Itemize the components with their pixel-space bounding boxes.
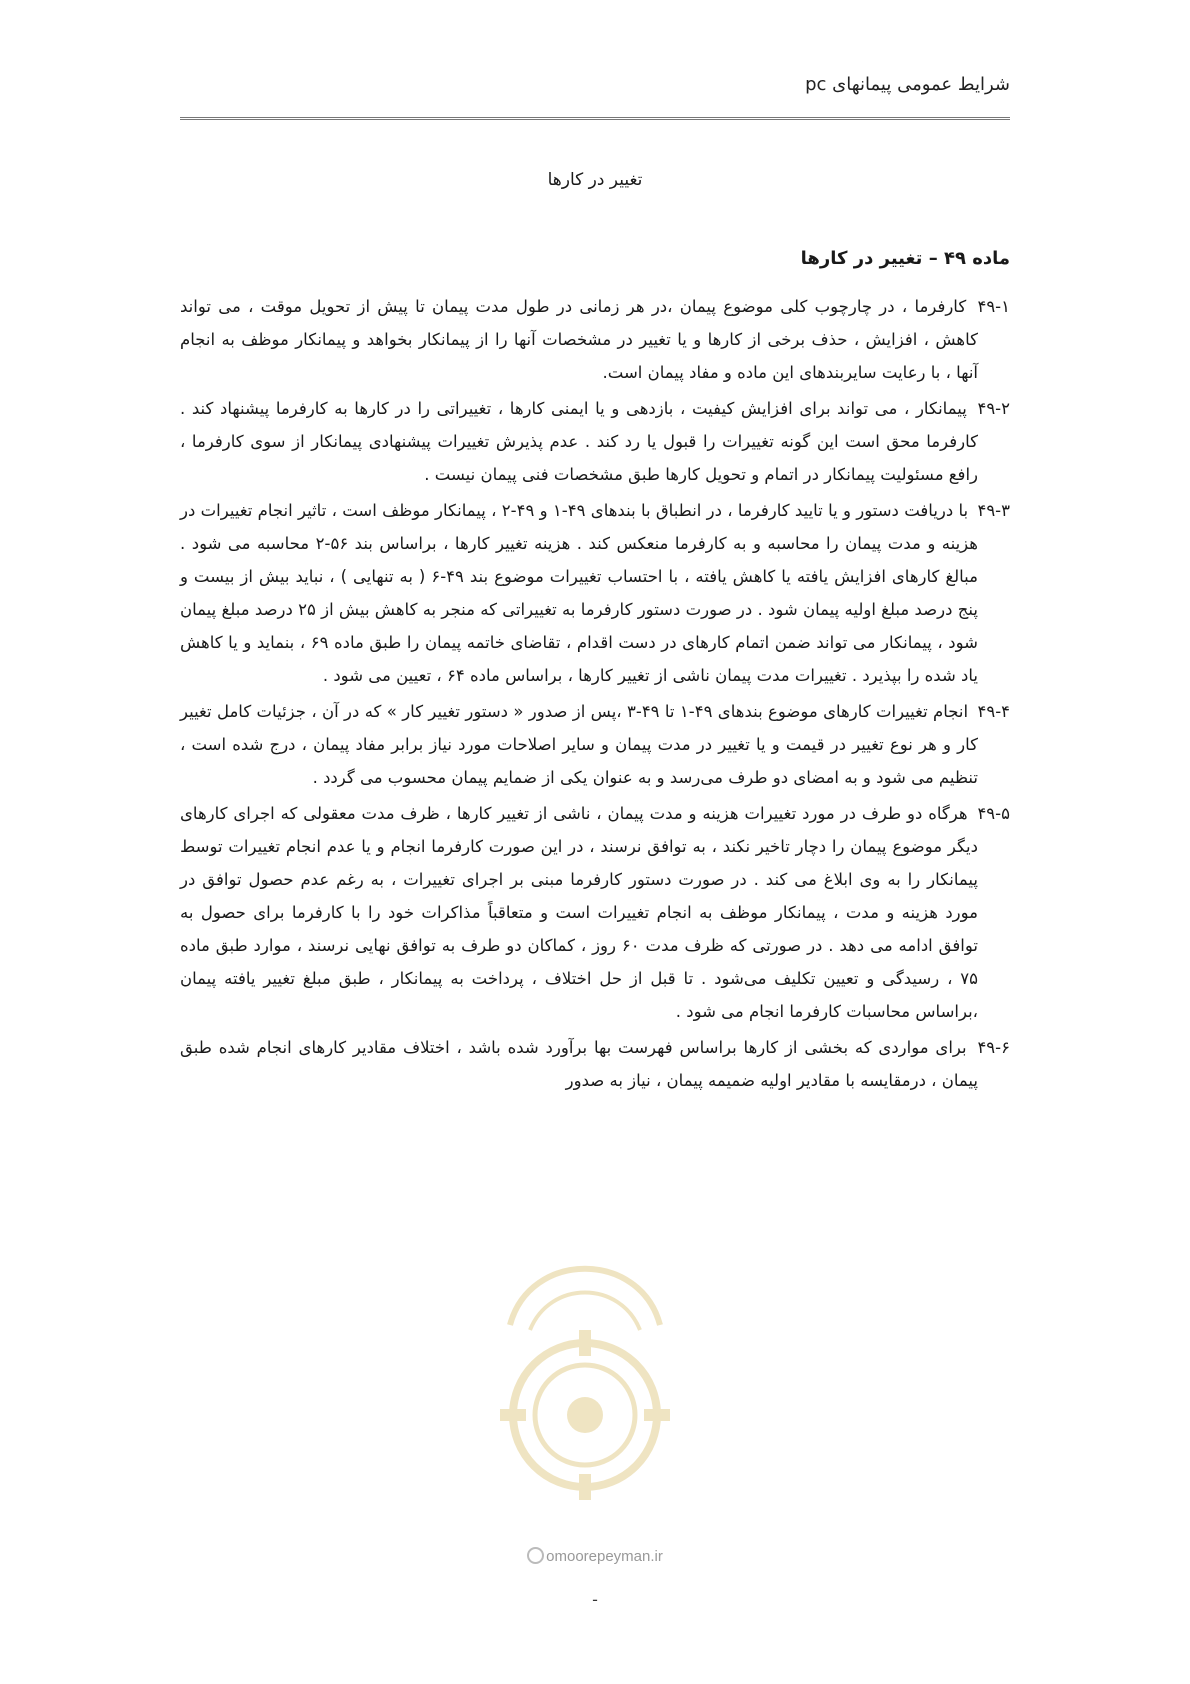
clause [180,290,1010,389]
article-title: ماده ۴۹ – تغییر در کارها [800,248,1010,269]
article-clauses [180,290,1010,1100]
clause-number: ۴۹-۱ [977,297,1010,316]
clause [180,797,1010,1028]
seal-watermark-icon [470,1230,700,1510]
clause-number: ۴۹-۳ [977,501,1010,520]
clause [180,392,1010,491]
clause [180,1031,1010,1097]
header-divider [180,117,1010,120]
clause-text: با دریافت دستور و یا تایید کارفرما ، در انطباق با بندهای ۴۹-۱ و ۴۹-۲ ، پیمانکار موظف است ، تاثیر انجام تغییرات در هزینه و مدت پیمان را محاسبه و به کارفرما منعکس کند . هزینه تغییر کارها ، براساس بند ۵۶-۲ محاسبه می شود . مبالغ کارهای افزایش یافته یا کاهش یافته ، با احتساب تغییرات موضوع بند ۴۹-۶ ( به تنهایی ) ، نباید بیش از بیست و پنج درصد مبلغ اولیه پیمان شود . در صورت دستور کارفرما به تغییراتی که منجر به کاهش بیش از ۲۵ درصد مبلغ پیمان شود ، پیمانکار می تواند ضمن اتمام کارهای در دست اقدام ، تقاضای خاتمه پیمان را طبق ماده ۶۹ ، بنماید و یا کاهش یاد شده را بپذیرد . تغییرات مدت پیمان ناشی از تغییر کارها ، براساس ماده ۶۴ ، تعیین می شود . [180,501,979,685]
clause-number: ۴۹-۵ [977,804,1010,823]
clause-text: کارفرما ، در چارچوب کلی موضوع پیمان ،در هر زمانی در طول مدت پیمان تا پیش از تحویل موقت ، می تواند کاهش ، افزایش ، حذف برخی از کارها و یا تغییر در مشخصات آنها را از پیمانکار بخواهد و پیمانکار موظف به انجام آنها ، با رعایت سایربندهای این ماده و مفاد پیمان است. [180,297,978,382]
clause-number: ۴۹-۲ [977,399,1010,418]
website-footer [0,1547,1190,1565]
page-number: - [592,1590,598,1609]
clause-text: پیمانکار ، می تواند برای افزایش کیفیت ، بازدهی و یا ایمنی کارها ، تغییراتی را در کارها به کارفرما پیشنهاد کند . کارفرما محق است این گونه تغییرات را قبول یا رد کند . عدم پذیرش تغییرات پیشنهادی پیمانکار از سوی کارفرما ، رافع مسئولیت پیمانکار در اتمام و تحویل کارها طبق مشخصات فنی پیمان نیست . [180,399,978,484]
clause [180,494,1010,692]
clause-number: ۴۹-۴ [977,702,1011,721]
page-header-title: شرایط عمومی پیمانهای pc [805,74,1010,95]
clause-text: انجام تغییرات کارهای موضوع بندهای ۴۹-۱ تا ۴۹-۳ ،پس از صدور « دستور تغییر کار » که در آن ، جزئیات کامل تغییر کار و هر نوع تغییر در قیمت و یا تغییر در مدت پیمان و سایر اصلاحات مورد نیاز برابر مفاد پیمان ، درج شده است ، تنظیم می شود و به امضای دو طرف می‌رسد و به عنوان یکی از ضمایم پیمان محسوب می گردد . [180,702,978,787]
clause-text: هرگاه دو طرف در مورد تغییرات هزینه و مدت پیمان ، ناشی از تغییر کارها ، ظرف مدت معقولی که اجرای کارهای دیگر موضوع پیمان را دچار تاخیر نکند ، به توافق نرسند ، در این صورت کارفرما انجام و یا عدم انجام تغییرات توسط پیمانکار را به وی ابلاغ می کند . در صورت دستور کارفرما مبنی بر اجرای تغییرات ، به رغم عدم حصول توافق در مورد هزینه و مدت ، پیمانکار موظف به انجام تغییرات است و متعاقباً مذاکرات خود را با کارفرما برای حصول به توافق ادامه می دهد . در صورتی که ظرف مدت ۶۰ روز ، کماکان دو طرف به توافق نهایی نرسند ، موارد طبق ماده ۷۵ ، رسیدگی و تعیین تکلیف می‌شود . تا قبل از حل اختلاف ، پرداخت به پیمانکار ، طبق مبلغ تغییر یافته پیمان ،براساس محاسبات کارفرما انجام می شود . [180,804,979,1021]
clause [180,695,1010,794]
website-label: omoorepeyman.ir [546,1548,663,1565]
clause-number: ۴۹-۶ [977,1038,1010,1057]
section-title: تغییر در کارها [547,170,643,190]
at-icon [527,1547,544,1564]
clause-text: برای مواردی که بخشی از کارها براساس فهرست بها برآورد شده باشد ، اختلاف مقادیر کارهای انجام شده طبق پیمان ، درمقایسه با مقادیر اولیه ضمیمه پیمان ، نیاز به صدور [180,1038,978,1090]
